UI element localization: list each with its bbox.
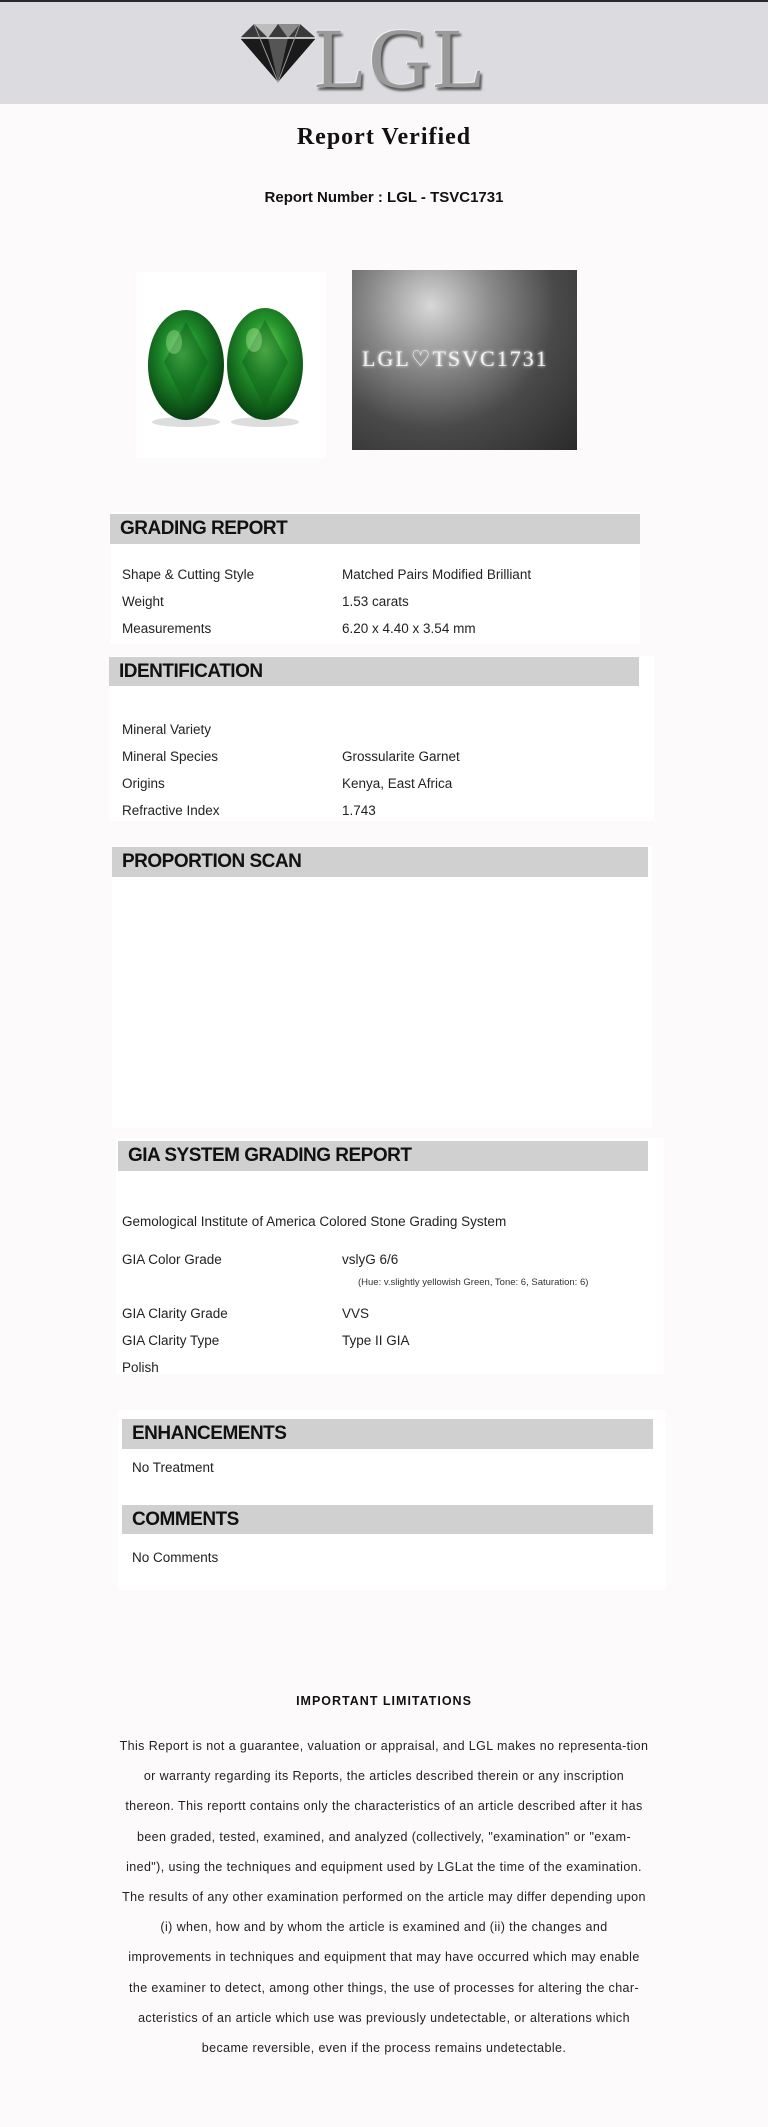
- gia-row-label: GIA Color Grade: [122, 1252, 222, 1267]
- comments-heading: COMMENTS: [122, 1505, 653, 1534]
- site-header: [0, 2, 768, 104]
- grading-row-label: Shape & Cutting Style: [122, 567, 255, 582]
- page-title: Report Verified: [296, 124, 472, 150]
- proportion-scan-heading: PROPORTION SCAN: [112, 847, 648, 877]
- gia-row-value: Type II GIA: [342, 1333, 410, 1348]
- grading-row-value: 6.20 x 4.40 x 3.54 mm: [342, 621, 476, 636]
- grading-row-value: 1.53 carats: [342, 594, 409, 609]
- gia-row-label: GIA Clarity Type: [122, 1333, 220, 1348]
- grading-row-label: Weight: [122, 594, 164, 609]
- gemstone-photo: [136, 272, 326, 458]
- identification-row-label: Origins: [122, 776, 165, 791]
- identification-heading: IDENTIFICATION: [109, 657, 639, 686]
- comments-value: No Comments: [132, 1550, 219, 1565]
- inscription-photo: [352, 270, 577, 450]
- enhancements-value: No Treatment: [132, 1460, 214, 1475]
- gia-color-note: (Hue: v.slightly yellowish Green, Tone: 6, Saturation: 6): [358, 1277, 589, 1288]
- identification-row-label: Refractive Index: [122, 803, 220, 818]
- gemstone-pair-image: [136, 272, 326, 458]
- gia-row-label: Polish: [122, 1360, 159, 1375]
- identification-row-value: Grossularite Garnet: [342, 749, 460, 764]
- limitations-heading: IMPORTANT LIMITATIONS: [296, 1694, 472, 1708]
- inscription-text: LGL♡TSVC1731: [362, 346, 549, 371]
- limitations-text: This Report is not a guarantee, valuation or appraisal, and LGL makes no representa-tion or warranty regarding its Reports, the articles described therein or any inscription thereon. This reportt contains only the characteristics of an article described after it has been graded, tested, examined, and analyzed (collectively, "examination" or "exam-ined"), using the techniques and equipment used by LGLat the time of the examination. The results of any other examination performed on the article may differ depending upon (i) when, how and by whom the article is examined and (ii) the changes and improvements in techniques and equipment that may have occurred which may enable the examiner to detect, among other things, the use of processes for altering the char-acteristics of an article which use was previously undetectable, or alterations which became reversible, even if the process remains undetectable.: [119, 1739, 649, 2056]
- grading-report-heading: GRADING REPORT: [110, 514, 640, 544]
- identification-row-value: Kenya, East Africa: [342, 776, 453, 791]
- enhancements-heading: ENHANCEMENTS: [122, 1419, 653, 1449]
- lgl-logo[interactable]: [232, 10, 492, 106]
- gia-system-name: Gemological Institute of America Colored Stone Grading System: [122, 1214, 507, 1229]
- gia-row-value: VVS: [342, 1306, 370, 1321]
- identification-row-value: 1.743: [342, 803, 376, 818]
- gia-row-label: GIA Clarity Grade: [122, 1306, 228, 1321]
- gia-row-value: vslyG 6/6: [342, 1252, 399, 1267]
- grading-row-value: Matched Pairs Modified Brilliant: [342, 567, 532, 582]
- grading-row-label: Measurements: [122, 621, 212, 636]
- proportion-scan-panel: [112, 846, 652, 1128]
- gia-heading: GIA SYSTEM GRADING REPORT: [118, 1141, 648, 1171]
- identification-row-label: Mineral Species: [122, 749, 219, 764]
- report-number: Report Number : LGL - TSVC1731: [264, 189, 504, 206]
- logo-text: LGL: [314, 10, 488, 106]
- diamond-icon: [232, 18, 322, 88]
- identification-row-label: Mineral Variety: [122, 722, 212, 737]
